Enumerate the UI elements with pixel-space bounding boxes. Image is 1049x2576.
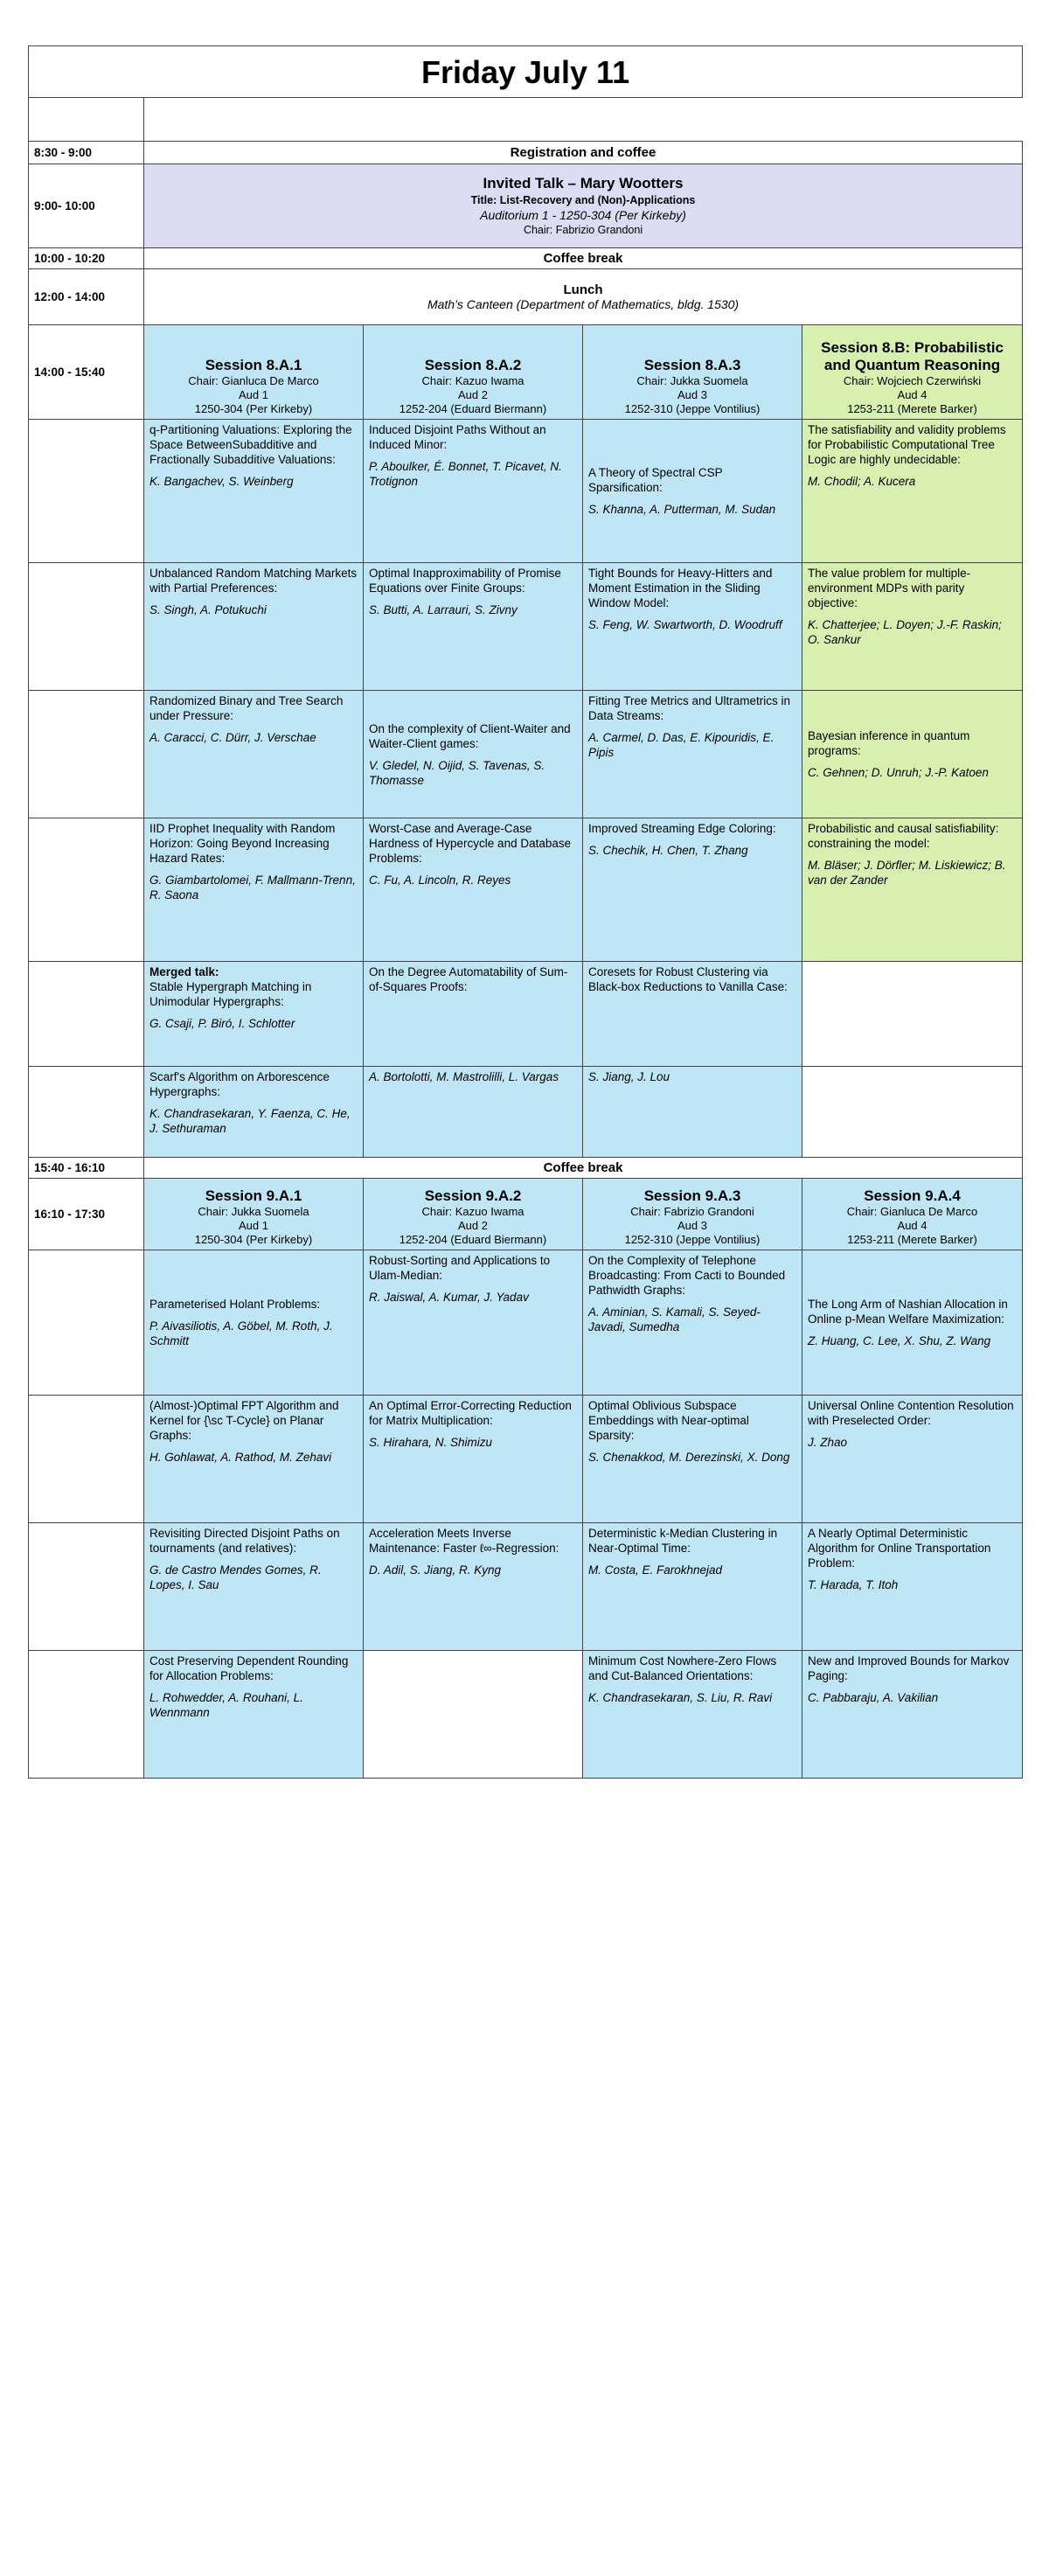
talk-title: Optimal Oblivious Subspace Embeddings with Near-optimal Sparsity:	[588, 1399, 749, 1442]
session-room: 1252-310 (Jeppe Vontilius)	[624, 1233, 761, 1246]
talk-cell	[364, 1067, 583, 1158]
talk-authors: V. Gledel, N. Oijid, S. Tavenas, S. Thomasse	[369, 758, 545, 787]
time-label: 15:40 - 16:10	[29, 1158, 144, 1179]
time-spacer	[29, 962, 144, 1067]
talk-cell	[144, 691, 364, 818]
talk-title: The Long Arm of Nashian Allocation in Online p-Mean Welfare Maximization:	[808, 1298, 1008, 1326]
talk-title: (Almost-)Optimal FPT Algorithm and Kernel for {\sc T-Cycle} on Planar Graphs:	[149, 1399, 339, 1442]
session-name: Session 9.A.2	[424, 1187, 522, 1204]
session-header	[802, 325, 1023, 420]
time-spacer	[29, 420, 144, 563]
schedule-table	[28, 45, 1023, 1779]
talk-title: Scarf's Algorithm on Arborescence Hypergraphs:	[149, 1070, 330, 1098]
invited-chair: Chair: Fabrizio Grandoni	[523, 224, 643, 236]
registration-banner: Registration and coffee	[144, 142, 1023, 164]
session-header	[583, 325, 802, 420]
talk-authors: A. Bortolotti, M. Mastrolilli, L. Vargas	[369, 1070, 559, 1083]
talk-cell	[583, 1523, 802, 1651]
time-spacer	[29, 691, 144, 818]
talk-authors: S. Feng, W. Swartworth, D. Woodruff	[588, 618, 782, 631]
talk-title: Probabilistic and causal satisfiability: constraining the model:	[808, 822, 999, 850]
time-label: 16:10 - 17:30	[29, 1179, 144, 1250]
talk-title: On the Degree Automatability of Sum-of-Squares Proofs:	[369, 965, 568, 993]
talk-title: The value problem for multiple-environment MDPs with parity objective:	[808, 567, 971, 609]
talk-cell	[802, 1250, 1023, 1396]
talk-title: Revisiting Directed Disjoint Paths on tournaments (and relatives):	[149, 1527, 340, 1555]
session-chair: Chair: Gianluca De Marco	[846, 1205, 978, 1218]
talk-cell	[364, 1396, 583, 1523]
session-header	[144, 325, 364, 420]
talk-title: Universal Online Contention Resolution with Preselected Order:	[808, 1399, 1014, 1427]
invited-title: Title: List-Recovery and (Non)-Applications	[470, 194, 696, 206]
talk-authors: J. Zhao	[808, 1436, 848, 1449]
talk-cell	[802, 818, 1023, 962]
lunch-banner	[144, 269, 1023, 325]
talk-cell	[802, 1396, 1023, 1523]
talk-cell	[144, 1651, 364, 1779]
time-label: 10:00 - 10:20	[29, 248, 144, 269]
time-label: 12:00 - 14:00	[29, 269, 144, 325]
talk-authors: M. Costa, E. Farokhnejad	[588, 1563, 723, 1577]
session-chair: Chair: Jukka Suomela	[198, 1205, 309, 1218]
talk-title: Optimal Inapproximability of Promise Equations over Finite Groups:	[369, 567, 561, 595]
talk-authors: S. Chenakkod, M. Derezinski, X. Dong	[588, 1451, 790, 1464]
empty-slot	[802, 1067, 1023, 1158]
talk-title: Cost Preserving Dependent Rounding for Allocation Problems:	[149, 1654, 349, 1682]
talk-cell	[802, 691, 1023, 818]
talk-authors: P. Aboulker, É. Bonnet, T. Picavet, N. Trotignon	[369, 460, 562, 488]
talk-authors: G. de Castro Mendes Gomes, R. Lopes, I. Sau	[149, 1563, 322, 1591]
session-aud: Aud 3	[677, 1219, 707, 1232]
coffee-break-banner: Coffee break	[144, 248, 1023, 269]
invited-talk	[144, 164, 1023, 248]
talk-authors: A. Caracci, C. Dürr, J. Verschae	[149, 731, 316, 744]
talk-cell	[583, 1396, 802, 1523]
session-chair: Chair: Jukka Suomela	[636, 374, 748, 387]
talk-cell	[583, 420, 802, 563]
time-spacer	[29, 1651, 144, 1779]
session-aud: Aud 1	[239, 1219, 268, 1232]
talk-cell	[802, 1651, 1023, 1779]
time-spacer	[29, 1523, 144, 1651]
talk-title: Induced Disjoint Paths Without an Induced Minor:	[369, 423, 546, 451]
time-spacer	[29, 563, 144, 691]
talk-authors: G. Giambartolomei, F. Mallmann-Trenn, R. Saona	[149, 874, 356, 902]
lunch-place: Math’s Canteen (Department of Mathematics, bldg. 1530)	[427, 296, 740, 311]
talk-cell	[583, 818, 802, 962]
talk-title: Minimum Cost Nowhere-Zero Flows and Cut-Balanced Orientations:	[588, 1654, 777, 1682]
talk-authors: S. Khanna, A. Putterman, M. Sudan	[588, 503, 776, 516]
talk-title: On the Complexity of Telephone Broadcasting: From Cacti to Bounded Pathwidth Graphs:	[588, 1254, 786, 1297]
talk-authors: K. Bangachev, S. Weinberg	[149, 475, 294, 488]
talk-title: Randomized Binary and Tree Search under Pressure:	[149, 694, 344, 722]
talk-authors: K. Chandrasekaran, Y. Faenza, C. He, J. Sethuraman	[149, 1107, 351, 1135]
talk-title: New and Improved Bounds for Markov Paging:	[808, 1654, 1010, 1682]
talk-title: Tight Bounds for Heavy-Hitters and Moment Estimation in the Sliding Window Model:	[588, 567, 773, 609]
talk-cell	[583, 1250, 802, 1396]
talk-authors: C. Pabbaraju, A. Vakilian	[808, 1691, 939, 1704]
talk-cell	[802, 1523, 1023, 1651]
talk-title: Stable Hypergraph Matching in Unimodular Hypergraphs:	[149, 980, 312, 1008]
talk-title: Improved Streaming Edge Coloring:	[588, 822, 776, 835]
talk-cell	[364, 420, 583, 563]
session-aud: Aud 3	[677, 388, 707, 401]
session-room: 1252-204 (Eduard Biermann)	[399, 1233, 547, 1246]
talk-cell	[583, 1651, 802, 1779]
session-chair: Chair: Kazuo Iwama	[421, 1205, 524, 1218]
talk-authors: C. Fu, A. Lincoln, R. Reyes	[369, 874, 511, 887]
talk-authors: S. Singh, A. Potukuchi	[149, 603, 267, 616]
session-room: 1253-211 (Merete Barker)	[847, 1233, 977, 1246]
talk-title: Fitting Tree Metrics and Ultrametrics in Data Streams:	[588, 694, 791, 722]
session-header	[144, 1179, 364, 1250]
talk-title: The satisfiability and validity problems for Probabilistic Computational Tree Logic are highly undecidable:	[808, 423, 1006, 466]
session-chair: Chair: Gianluca De Marco	[188, 374, 319, 387]
session-name: Session 8.B: Probabilistic and Quantum Reasoning	[821, 339, 1004, 373]
session-chair: Chair: Fabrizio Grandoni	[630, 1205, 754, 1218]
talk-cell	[364, 1523, 583, 1651]
talk-authors: S. Hirahara, N. Shimizu	[369, 1436, 493, 1449]
talk-title: On the complexity of Client-Waiter and Waiter-Client games:	[369, 721, 571, 750]
talk-title: Bayesian inference in quantum programs:	[808, 729, 970, 757]
session-name: Session 8.A.2	[424, 357, 522, 373]
talk-cell	[583, 1067, 802, 1158]
session-room: 1250-304 (Per Kirkeby)	[194, 402, 313, 415]
time-spacer	[29, 818, 144, 962]
talk-cell	[364, 563, 583, 691]
talk-authors: S. Butti, A. Larrauri, S. Zivny	[369, 603, 518, 616]
talk-title: A Theory of Spectral CSP Sparsification:	[588, 466, 723, 494]
time-label: 8:30 - 9:00	[29, 142, 144, 164]
talk-cell	[144, 1250, 364, 1396]
lunch-label: Lunch	[563, 282, 603, 297]
page-title: Friday July 11	[29, 46, 1023, 98]
session-room: 1250-304 (Per Kirkeby)	[194, 1233, 313, 1246]
talk-authors: K. Chatterjee; L. Doyen; J.-F. Raskin; O. Sankur	[808, 618, 1002, 646]
talk-cell	[364, 818, 583, 962]
talk-title: Deterministic k-Median Clustering in Near-Optimal Time:	[588, 1527, 778, 1555]
session-name: Session 9.A.3	[643, 1187, 741, 1204]
session-name: Session 9.A.1	[205, 1187, 302, 1204]
talk-cell	[583, 962, 802, 1067]
talk-cell	[144, 1523, 364, 1651]
session-chair: Chair: Kazuo Iwama	[421, 374, 524, 387]
session-aud: Aud 4	[897, 388, 927, 401]
talk-title: Acceleration Meets Inverse Maintenance: Faster ℓ∞-Regression:	[369, 1527, 559, 1555]
talk-title: An Optimal Error-Correcting Reduction for Matrix Multiplication:	[369, 1399, 572, 1427]
session-room: 1252-204 (Eduard Biermann)	[399, 402, 547, 415]
talk-title: Unbalanced Random Matching Markets with Partial Preferences:	[149, 567, 358, 595]
time-header	[29, 98, 144, 142]
talk-authors: M. Bläser; J. Dörfler; M. Liskiewicz; B. van der Zander	[808, 859, 1006, 887]
talk-title: Robust-Sorting and Applications to Ulam-Median:	[369, 1254, 551, 1282]
talk-authors: H. Gohlawat, A. Rathod, M. Zehavi	[149, 1451, 332, 1464]
talk-authors: A. Carmel, D. Das, E. Kipouridis, E. Pipis	[588, 731, 775, 759]
time-label: 9:00- 10:00	[29, 164, 144, 248]
talk-cell	[144, 1396, 364, 1523]
time-spacer	[29, 1396, 144, 1523]
talk-cell	[583, 691, 802, 818]
talk-cell	[144, 1067, 364, 1158]
session-aud: Aud 1	[239, 388, 268, 401]
talk-authors: M. Chodil; A. Kucera	[808, 475, 916, 488]
session-chair: Chair: Wojciech Czerwiński	[843, 374, 982, 387]
talk-title: Coresets for Robust Clustering via Black-box Reductions to Vanilla Case:	[588, 965, 788, 993]
time-label: 14:00 - 15:40	[29, 325, 144, 420]
talk-title: IID Prophet Inequality with Random Horizon: Going Beyond Increasing Hazard Rates:	[149, 822, 336, 865]
talk-authors: A. Aminian, S. Kamali, S. Seyed-Javadi, Sumedha	[588, 1305, 761, 1333]
talk-authors: D. Adil, S. Jiang, R. Kyng	[369, 1563, 502, 1577]
talk-cell	[583, 563, 802, 691]
talk-authors: Z. Huang, C. Lee, X. Shu, Z. Wang	[808, 1334, 991, 1347]
talk-cell	[364, 1250, 583, 1396]
talk-authors: P. Aivasiliotis, A. Göbel, M. Roth, J. Schmitt	[149, 1319, 333, 1347]
session-name: Session 8.A.3	[643, 357, 741, 373]
talk-cell	[364, 962, 583, 1067]
session-name: Session 9.A.4	[864, 1187, 961, 1204]
empty-slot	[802, 962, 1023, 1067]
talk-cell	[364, 691, 583, 818]
session-header	[583, 1179, 802, 1250]
talk-cell	[802, 420, 1023, 563]
talk-cell	[144, 563, 364, 691]
talk-authors: S. Chechik, H. Chen, T. Zhang	[588, 844, 748, 857]
session-name: Session 8.A.1	[205, 357, 302, 373]
talk-authors: S. Jiang, J. Lou	[588, 1070, 670, 1083]
session-header	[364, 1179, 583, 1250]
talk-title: q-Partitioning Valuations: Exploring the Space BetweenSubadditive and Fractionally Subadditive Valuations:	[149, 423, 352, 466]
merged-label: Merged talk:	[149, 965, 219, 978]
talk-title: A Nearly Optimal Deterministic Algorithm for Online Transportation Problem:	[808, 1527, 991, 1570]
talk-title: Parameterised Holant Problems:	[149, 1298, 321, 1311]
talk-cell	[144, 420, 364, 563]
talk-cell	[802, 563, 1023, 691]
talk-authors: T. Harada, T. Itoh	[808, 1578, 899, 1591]
invited-place: Auditorium 1 - 1250-304 (Per Kirkeby)	[480, 208, 686, 222]
talk-authors: R. Jaiswal, A. Kumar, J. Yadav	[369, 1291, 529, 1304]
session-room: 1252-310 (Jeppe Vontilius)	[624, 402, 761, 415]
talk-cell	[144, 962, 364, 1067]
talk-title: Worst-Case and Average-Case Hardness of Hypercycle and Database Problems:	[369, 822, 572, 865]
time-spacer	[29, 1067, 144, 1158]
talk-authors: K. Chandrasekaran, S. Liu, R. Ravi	[588, 1691, 773, 1704]
session-room: 1253-211 (Merete Barker)	[847, 402, 977, 415]
coffee-break-banner: Coffee break	[144, 1158, 1023, 1179]
session-header	[802, 1179, 1023, 1250]
invited-heading: Invited Talk – Mary Wootters	[483, 175, 684, 191]
talk-cell	[144, 818, 364, 962]
talk-authors: C. Gehnen; D. Unruh; J.-P. Katoen	[808, 766, 989, 779]
time-spacer	[29, 1250, 144, 1396]
empty-slot	[364, 1651, 583, 1779]
session-aud: Aud 2	[458, 1219, 488, 1232]
session-aud: Aud 4	[897, 1219, 927, 1232]
session-aud: Aud 2	[458, 388, 488, 401]
talk-authors: L. Rohwedder, A. Rouhani, L. Wennmann	[149, 1691, 303, 1719]
session-header	[364, 325, 583, 420]
talk-authors: G. Csaji, P. Biró, I. Schlotter	[149, 1017, 295, 1030]
